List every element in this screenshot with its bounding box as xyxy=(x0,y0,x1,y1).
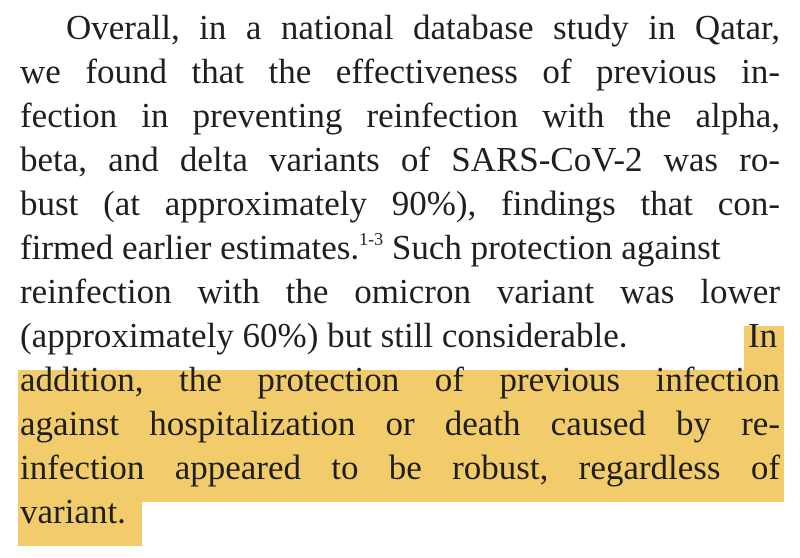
paragraph-line xyxy=(20,226,780,270)
highlighted-line: against hospitalization or death caused by re- xyxy=(20,404,780,443)
citation-superscript[interactable]: 1-3 xyxy=(359,229,384,249)
highlighted-text: In xyxy=(748,316,778,355)
paragraph-line: we found that the effectiveness of previous in- xyxy=(20,52,780,91)
paragraph-text: (approximately 60%) but still considerable. xyxy=(20,316,628,355)
paragraph-line: Overall, in a national database study in Qatar, xyxy=(66,8,780,47)
paragraph-line: fection in preventing reinfection with the alpha, xyxy=(20,96,780,135)
paragraph-line: reinfection with the omicron variant was lower xyxy=(20,272,780,311)
paragraph-text: Such protection against xyxy=(383,228,721,267)
highlighted-line: infection appeared to be robust, regardless of xyxy=(20,448,780,487)
paragraph-text: firmed earlier estimates. xyxy=(20,228,360,267)
paragraph-line xyxy=(20,314,780,358)
highlighted-line: variant. xyxy=(20,492,126,531)
paragraph-line: bust (at approximately 90%), findings that con- xyxy=(20,184,780,223)
paragraph-line: beta, and delta variants of SARS-CoV-2 was ro- xyxy=(20,140,780,179)
highlighted-line: addition, the protection of previous infection xyxy=(20,360,780,399)
